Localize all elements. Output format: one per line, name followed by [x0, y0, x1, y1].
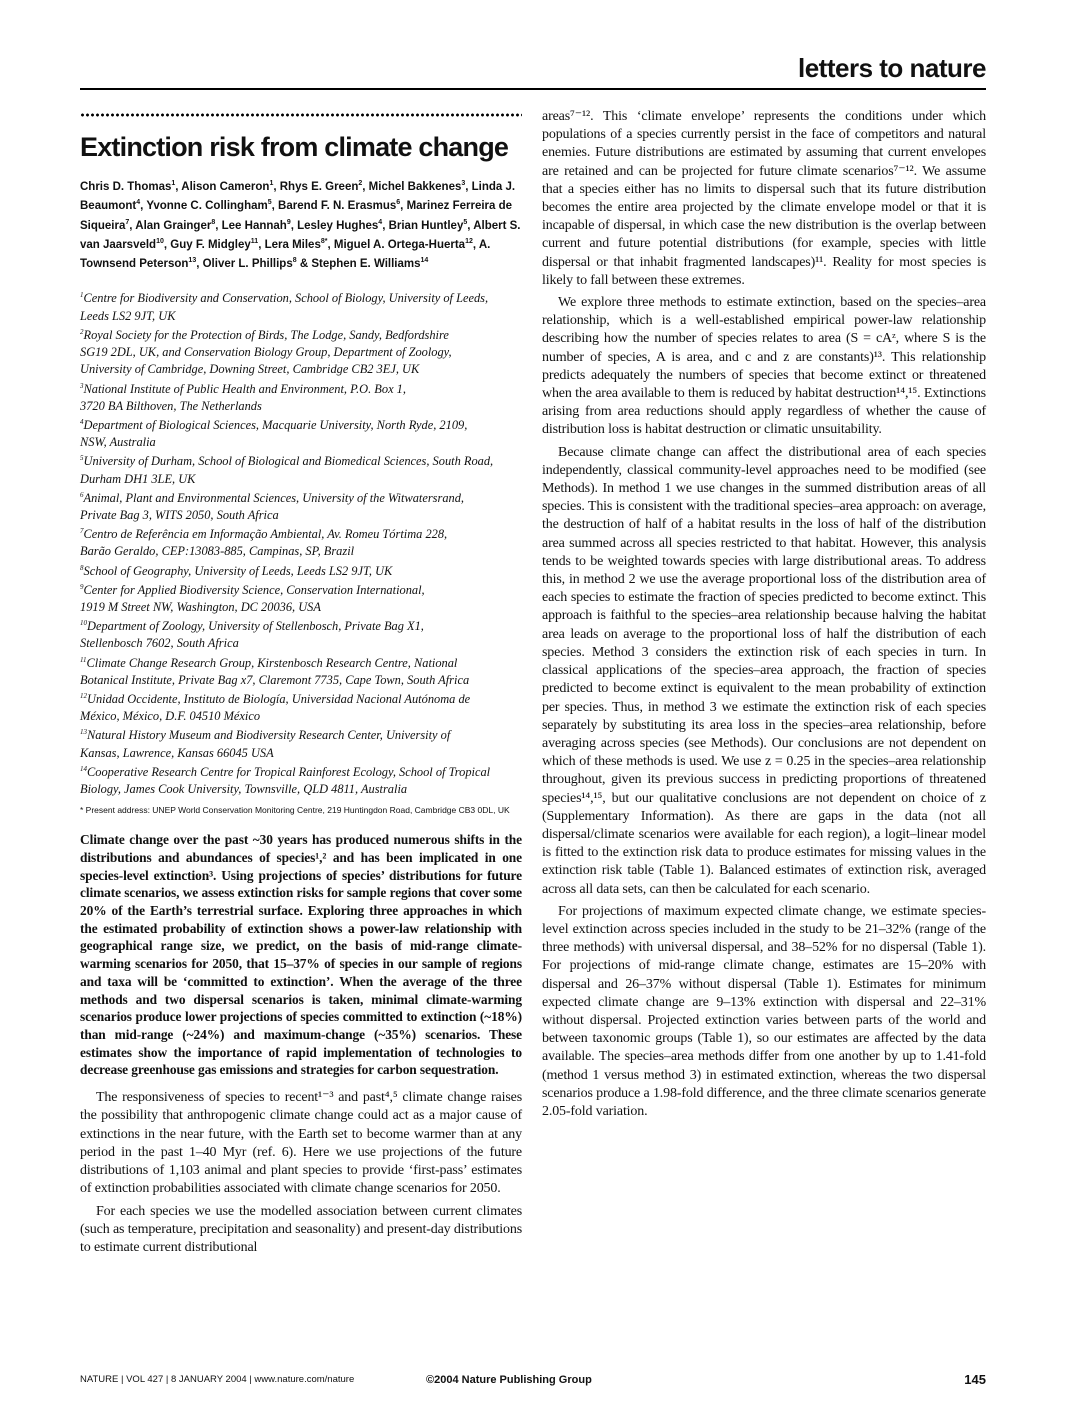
- author-name: Miguel A. Ortega-Huerta: [333, 238, 466, 251]
- affiliation-line: México, México, D.F. 04510 México: [80, 709, 261, 724]
- affiliation-number: 11: [80, 655, 87, 664]
- author-affiliation-mark: 7: [125, 218, 130, 226]
- affiliation-number: 2: [80, 327, 84, 336]
- author-affiliation-mark: 8*: [320, 238, 328, 246]
- affiliation: [80, 453, 522, 487]
- author-name: Michel Bakkenes: [368, 181, 462, 193]
- body-paragraph: We explore three methods to estimate extinction, based on the species–area relationship, which is a well-established empirical power-law relationship describing how the number of species relates to area (S = cAᶻ, where S is the number of species, A is area, and c and z are constants)¹³. This relationship predicts adequately the numbers of species that become extinct or threatened when the area available to them is reduced by habitat destruction¹⁴,¹⁵. Extinctions arising from area reductions should apply regardless of whether the cause of distribution loss is habitat destruction or climatic unsuitability.: [542, 295, 986, 438]
- author-name: Oliver L. Phillips: [202, 258, 293, 271]
- affiliation-line: Centre for Biodiversity and Conservation, School of Biology, University of Leeds,: [83, 291, 489, 306]
- body-paragraph: Because climate change can affect the distributional area of each species independently, classical community-level approaches need to be modified (see Methods). In method 1 we use changes in the summed distribution areas of all species. This is consistent with the traditional species–area approach: on average, the destruction of half of a habitat results in the loss of half of the distribution area summed across all species restricted to that habitat. However, this analysis tends to be weighted towards species with large distributional areas. To address this, in method 2 we use the average proportional loss of the distribution area of each species to estimate the fraction of species predicted to become extinct. This approach is faithful to the species–area relationship because halving the habitat area leads on average to the proportional loss of half the distribution of each species. Method 3 considers the extinction risk of each species in turn. In classical applications of the species–area approach, the fraction of species predicted to become extinct is equivalent to the mean probability of extinction per species. Thus, in method 3 we estimate the extinction risk of each species separately by substituting its area loss in the species–area relationship, before averaging across species (see Methods). Our conclusions are not dependent on which of these methods is used. We use z = 0.25 in the species–area relationship throughout, given its previous success in predicting proportions of threatened species¹⁴,¹⁵, but our qualitative conclusions are not dependent on choice of z (Supplementary Information). As there are gaps in the data (not all dispersal/climate scenarios were available for each region), a logit–linear model is fitted to the extinction risk data to produce estimates for missing values in the extinction risk table (Table 1). Balanced estimates of extinction risk, averaged across all data sets, can then be calculated for each scenario.: [542, 444, 986, 897]
- affiliation: [80, 381, 522, 415]
- author-name: Alison Cameron: [181, 181, 270, 193]
- affiliation-line: Biology, James Cook University, Townsville, QLD 4811, Australia: [80, 781, 408, 796]
- affiliation-line: Centro de Referência em Informação Ambiental, Av. Romeu Tórtima 228,: [83, 527, 448, 542]
- affiliation-number: 7: [80, 527, 84, 535]
- affiliation-line: Stellenbosch 7602, South Africa: [80, 636, 239, 651]
- body-paragraph: For each species we use the modelled association between current climates (such as temperature, precipitation and seasonality) and present-day distributions to estimate current distributional: [80, 1203, 522, 1256]
- body-paragraph: For projections of maximum expected climate change, we estimate species-level extinction across species included in the study to be 21–32% (range of the three methods) with universal dispersal, and 38–52% for no dispersal (Table 1). For projections of mid-range climate change, estimates are 15–20% with dispersal and 26–37% without dispersal (Table 1). Estimates for minimum expected climate change are 9–13% extinction with dispersal and 22–31% without dispersal. Projected extinction varies between parts of the world and between taxonomic groups (Table 1), so our estimates are affected by the data available. The species–area methods differ from one another by up to 1.41-fold (method 1 versus method 3) in estimated extinction, whereas the two dispersal scenarios produce a 1.98-fold difference, and the three climate scenarios generate 2.05-fold variation.: [542, 903, 986, 1119]
- affiliation-number: 5: [80, 454, 84, 463]
- author-name: Alan Grainger: [135, 219, 212, 232]
- affiliation-line: Leeds LS2 9JT, UK: [80, 308, 176, 323]
- author-affiliation-mark: 12: [465, 238, 473, 246]
- affiliation-line: Department of Zoology, University of Stellenbosch, Private Bag X1,: [87, 619, 424, 634]
- abstract: Climate change over the past ~30 years has produced numerous shifts in the distributions and abundances of species¹,² and has been implicated in one species-level extinction³. Using projections of species’ distributions for future climate scenarios, we assess extinction risks for sample regions that cover some 20% of the Earth’s terrestrial surface. Exploring three approaches in which the estimated probability of extinction shows a power-law relationship with geographical range size, we predict, on the basis of mid-range climate-warming scenarios for 2050, that 15–37% of species in our sample of regions and taxa will be ‘committed to extinction’. When the average of the three methods and two dispersal scenarios is taken, minimal climate-warming scenarios produce lower projections of species committed to extinction (~18%) than mid-range (~24%) and maximum-change (~35%) scenarios. These estimates show the importance of rapid implementation of technologies to decrease greenhouse gas emissions and strategies for carbon sequestration.: [80, 832, 522, 1078]
- affiliation-line: Natural History Museum and Biodiversity Research Center, University of: [87, 728, 451, 743]
- affiliation-line: Botanical Institute, Private Bag x7, Claremont 7735, Cape Town, South Africa: [80, 672, 470, 687]
- affiliation-line: School of Geography, University of Leeds, Leeds LS2 9JT, UK: [83, 563, 393, 578]
- author-name: Lee Hannah: [221, 219, 287, 232]
- affiliation-number: 14: [80, 764, 87, 773]
- affiliation-line: Royal Society for the Protection of Birds, The Lodge, Sandy, Bedfordshire: [83, 327, 449, 342]
- author-affiliation-mark: 5: [267, 199, 272, 207]
- footer-journal-info: NATURE | VOL 427 | 8 JANUARY 2004 | www.nature.com/nature: [80, 1374, 355, 1385]
- affiliation: [80, 417, 522, 451]
- affiliation-number: 9: [80, 582, 84, 591]
- affiliation-number: 1: [80, 291, 84, 300]
- affiliation-line: Kansas, Lawrence, Kansas 66045 USA: [80, 745, 274, 760]
- affiliation-line: National Institute of Public Health and Environment, P.O. Box 1,: [83, 381, 406, 396]
- author-affiliation-mark: 8: [211, 218, 216, 226]
- author-affiliation-mark: 2: [358, 180, 363, 188]
- affiliation: [80, 290, 522, 324]
- author-affiliation-mark: 9: [286, 218, 291, 226]
- affiliation: [80, 764, 522, 798]
- affiliation-line: Private Bag 3, WITS 2050, South Africa: [80, 507, 279, 522]
- affiliation-line: University of Durham, School of Biological and Biomedical Sciences, South Road,: [83, 454, 494, 469]
- footer-copyright: ©2004 Nature Publishing Group: [426, 1374, 592, 1386]
- author-name: A. Townsend Peterson: [80, 238, 491, 271]
- affiliation-number: 10: [80, 619, 87, 628]
- author-name: Guy F. Midgley: [170, 238, 251, 251]
- affiliation-number: 13: [80, 728, 87, 737]
- author-affiliation-mark: 14: [420, 257, 429, 265]
- article-title: Extinction risk from climate change: [80, 132, 509, 162]
- affiliation-line: NSW, Australia: [80, 435, 156, 450]
- header-rule: [80, 88, 986, 90]
- title-dotted-rule: [80, 112, 522, 118]
- affiliation-number: 12: [80, 691, 87, 700]
- affiliation-number: 4: [80, 417, 84, 426]
- author-name: Brian Huntley: [388, 219, 464, 232]
- author-affiliation-mark: 11: [250, 238, 259, 246]
- affiliation-line: Durham DH1 3LE, UK: [80, 471, 196, 486]
- author-name: Yvonne C. Collingham: [146, 200, 268, 213]
- body-paragraph: areas⁷⁻¹². This ‘climate envelope’ represents the conditions under which populations of a species currently persist in the face of competitors and natural enemies. Future distributions are estimated by assuming that current envelopes are retained and can be projected for future climate scenarios⁷⁻¹². We assume that a species either has no limits to dispersal such that its future distribution becomes the entire area projected by the climate envelope model or that it is incapable of dispersal, in which case the new distribution is the overlap between current and future potential distributions (for example, species with little dispersal or that inhabit fragmented landscapes)¹¹. Reality for most species is likely to fall between these extremes.: [542, 109, 986, 288]
- affiliation: [80, 655, 522, 689]
- author-affiliation-mark: 4: [378, 218, 383, 226]
- author-affiliation-mark: 3: [461, 180, 466, 188]
- affiliation-line: Center for Applied Biodiversity Science, Conservation International,: [83, 582, 425, 597]
- section-header: letters to nature: [798, 53, 986, 83]
- affiliation-line: 1919 M Street NW, Washington, DC 20036, USA: [80, 599, 321, 614]
- present-address-note: * Present address: UNEP World Conservation Monitoring Centre, 219 Huntingdon Road, Cambridge CB3 0DL, UK: [80, 805, 510, 816]
- left-body-text: [80, 1089, 522, 1257]
- affiliation: [80, 563, 522, 580]
- affiliation-line: Animal, Plant and Environmental Sciences, University of the Witwatersrand,: [83, 490, 464, 505]
- affiliation-line: University of Cambridge, Downing Street, Cambridge CB2 3EJ, UK: [80, 362, 420, 377]
- affiliation: [80, 490, 522, 524]
- affiliation-line: 3720 BA Bilthoven, The Netherlands: [80, 398, 262, 413]
- affiliation-line: Department of Biological Sciences, Macquarie University, North Ryde, 2109,: [83, 417, 468, 432]
- affiliation: [80, 691, 522, 725]
- affiliation: [80, 582, 522, 616]
- author-affiliation-mark: 10: [156, 238, 164, 246]
- affiliation: [80, 327, 522, 379]
- author-name: Lesley Hughes: [297, 219, 379, 232]
- author-name: Stephen E. Williams: [311, 258, 421, 271]
- author-list: Chris D. Thomas$^1$, Alison Cameron$^1$, Rhys E. Green$^2$, Michel Bakkenes$^3$, Linda J. Beaumont$^4$, Yvonne C. Collingham$^5$, Barend F. N. Erasmus$^6$, Marinez Ferreira de Siqueira$^7$, Alan Grainger$^8$, Lee Hannah$^9$, Lesley Hughes$^4$, Brian Huntley$^5$, Albert S. van Jaarsveld$^{10}$, Guy F. Midgley$^{11}$, Lera Miles$^{8*}$, Miguel A. Ortega-Huerta$^{12}$, A. Townsend Peterson$^{13}$, Oliver L. Phillips$^8$ & Stephen E. Williams$^{14}$: [80, 180, 521, 271]
- author-name: Albert S. van Jaarsveld: [80, 219, 521, 251]
- affiliation-number: 3: [80, 381, 84, 390]
- page-number: 145: [964, 1372, 986, 1387]
- affiliation-line: Climate Change Research Group, Kirstenbosch Research Centre, National: [86, 655, 458, 670]
- left-column: [80, 124, 522, 1261]
- author-affiliation-mark: 5: [463, 218, 468, 226]
- affiliation-line: Barão Geraldo, CEP:13083-885, Campinas, SP, Brazil: [80, 544, 355, 559]
- author-affiliation-mark: 8: [292, 257, 297, 265]
- author-name: Lera Miles: [264, 238, 321, 251]
- affiliation-line: SG19 2DL, UK, and Conservation Biology Group, Department of Zoology,: [80, 345, 452, 360]
- author-name: Rhys E. Green: [279, 181, 359, 193]
- author-affiliation-mark: 1: [171, 180, 176, 188]
- affiliation: [80, 727, 522, 761]
- author-name: Marinez Ferreira de Siqueira: [80, 200, 513, 232]
- affiliation-list: [80, 290, 522, 798]
- affiliation-line: Cooperative Research Centre for Tropical Rainforest Ecology, School of Tropical: [87, 764, 491, 779]
- affiliation-number: 6: [80, 490, 84, 499]
- right-column: [542, 108, 986, 1125]
- author-name: Chris D. Thomas: [80, 181, 172, 193]
- affiliation: [80, 526, 522, 560]
- body-paragraph: The responsiveness of species to recent¹⁻³ and past⁴,⁵ climate change raises the possibility that anthropogenic climate change could act as a major cause of extinctions in the near future, with the Earth set to become warmer than at any period in the past 1–40 Myr (ref. 6). Here we use projections of the future distributions of 1,103 animal and plant species to provide ‘first-pass’ estimates of extinction probabilities associated with climate change scenarios for 2050.: [80, 1090, 522, 1197]
- author-affiliation-mark: 4: [136, 199, 141, 207]
- affiliation-number: 8: [80, 563, 84, 572]
- author-affiliation-mark: 6: [396, 199, 401, 207]
- affiliation: [80, 618, 522, 652]
- author-affiliation-mark: 13: [188, 257, 197, 265]
- author-name: Linda J. Beaumont: [80, 181, 516, 213]
- author-affiliation-mark: 1: [269, 180, 274, 188]
- affiliation-line: Unidad Occidente, Instituto de Biología, Universidad Nacional Autónoma de: [87, 691, 471, 706]
- author-name: Barend F. N. Erasmus: [278, 200, 397, 213]
